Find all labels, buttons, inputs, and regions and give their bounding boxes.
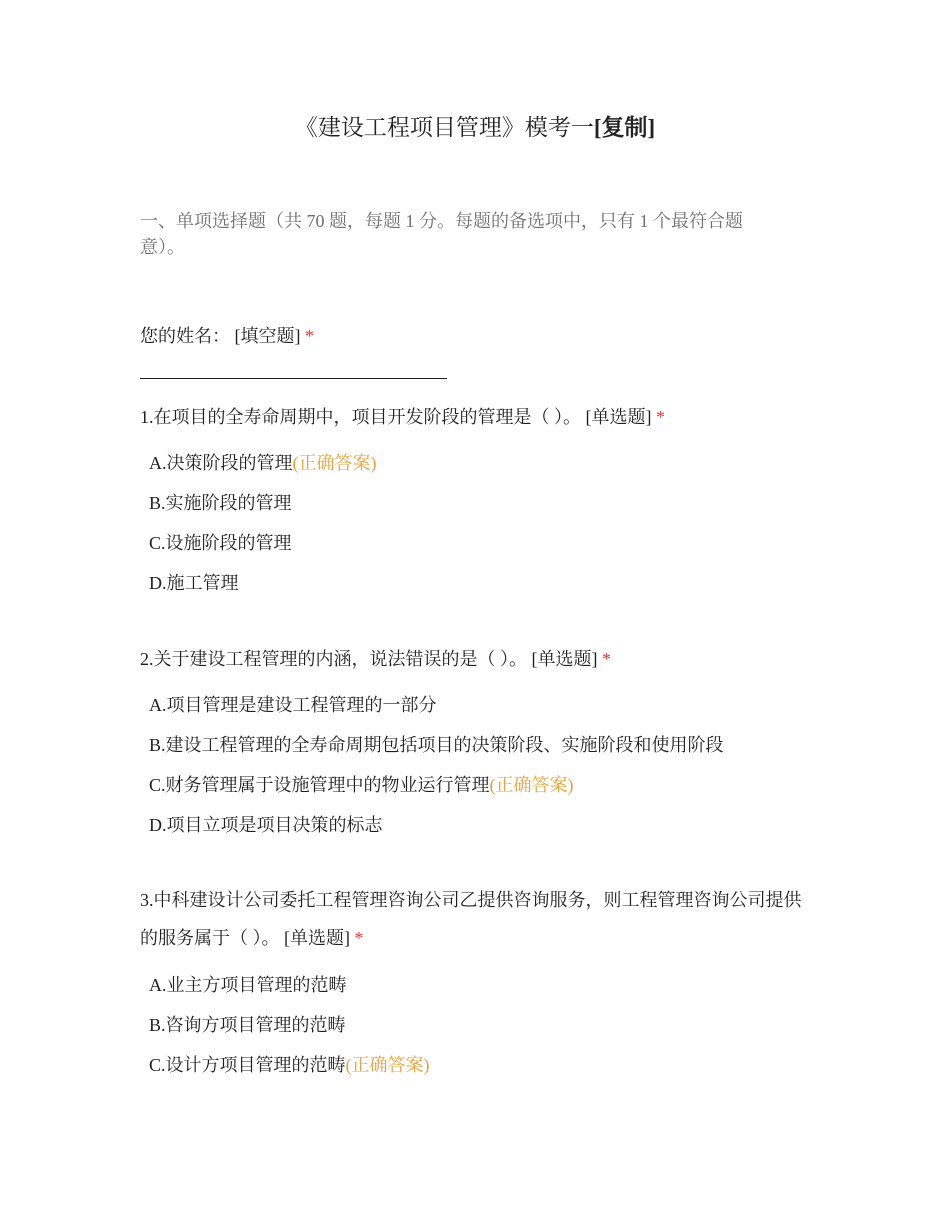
q3-option-b[interactable] — [149, 1013, 346, 1037]
option-text: C.设施阶段的管理 — [149, 533, 292, 553]
question-type-tag: [填空题] — [234, 326, 301, 346]
option-text: B.咨询方项目管理的范畴 — [149, 1015, 346, 1035]
question-text: 1.在项目的全寿命周期中，项目开发阶段的管理是（ ）。 — [140, 407, 581, 427]
q2-option-d[interactable] — [149, 813, 383, 837]
question-type-tag: [单选题] — [531, 649, 598, 669]
section-heading: 一、单项选择题（共 70 题，每题 1 分。每题的备选项中，只有 1 个最符合题意）。 — [140, 211, 743, 257]
q1-option-b[interactable] — [149, 491, 292, 515]
option-text: A.决策阶段的管理 — [149, 453, 293, 473]
required-mark: * — [602, 649, 611, 669]
question-1 — [140, 405, 665, 429]
option-text: B.建设工程管理的全寿命周期包括项目的决策阶段、实施阶段和使用阶段 — [149, 735, 724, 755]
required-mark: * — [656, 407, 665, 427]
question-2 — [140, 647, 611, 671]
option-text: A.业主方项目管理的范畴 — [149, 975, 347, 995]
option-text: D.项目立项是项目决策的标志 — [149, 815, 383, 835]
q1-option-a[interactable] — [149, 451, 377, 475]
question-text: 2.关于建设工程管理的内涵，说法错误的是（ ）。 — [140, 649, 527, 669]
q3-option-c[interactable] — [149, 1053, 430, 1077]
option-text: D.施工管理 — [149, 573, 239, 593]
option-text: B.实施阶段的管理 — [149, 493, 292, 513]
option-text: C.设计方项目管理的范畴 — [149, 1055, 346, 1075]
required-mark: * — [305, 326, 314, 346]
correct-answer-label: (正确答案) — [489, 775, 574, 795]
required-mark: * — [354, 928, 364, 948]
title-suffix: [复制] — [593, 115, 656, 140]
q2-option-a[interactable] — [149, 693, 437, 717]
name-field-question — [140, 324, 314, 348]
q2-option-c[interactable] — [149, 773, 574, 797]
name-field-label: 您的姓名： — [140, 326, 230, 346]
name-input-line[interactable] — [140, 378, 447, 379]
question-type-tag: [单选题] — [585, 407, 652, 427]
q2-option-b[interactable] — [149, 733, 724, 757]
correct-answer-label: (正确答案) — [292, 453, 377, 473]
question-3 — [140, 881, 812, 957]
question-text: 3.中科建设计公司委托工程管理咨询公司乙提供咨询服务，则工程管理咨询公司提供的服务属于（ ）。 — [140, 890, 802, 948]
q3-option-a[interactable] — [149, 973, 347, 997]
q1-option-d[interactable] — [149, 571, 239, 595]
title-main: 《建设工程项目管理》模考一 — [294, 115, 594, 140]
option-text: C.财务管理属于设施管理中的物业运行管理 — [149, 775, 490, 795]
q1-option-c[interactable] — [149, 531, 292, 555]
option-text: A.项目管理是建设工程管理的一部分 — [149, 695, 437, 715]
page-title — [0, 112, 950, 144]
question-type-tag: [单选题] — [284, 928, 350, 948]
correct-answer-label: (正确答案) — [345, 1055, 430, 1075]
